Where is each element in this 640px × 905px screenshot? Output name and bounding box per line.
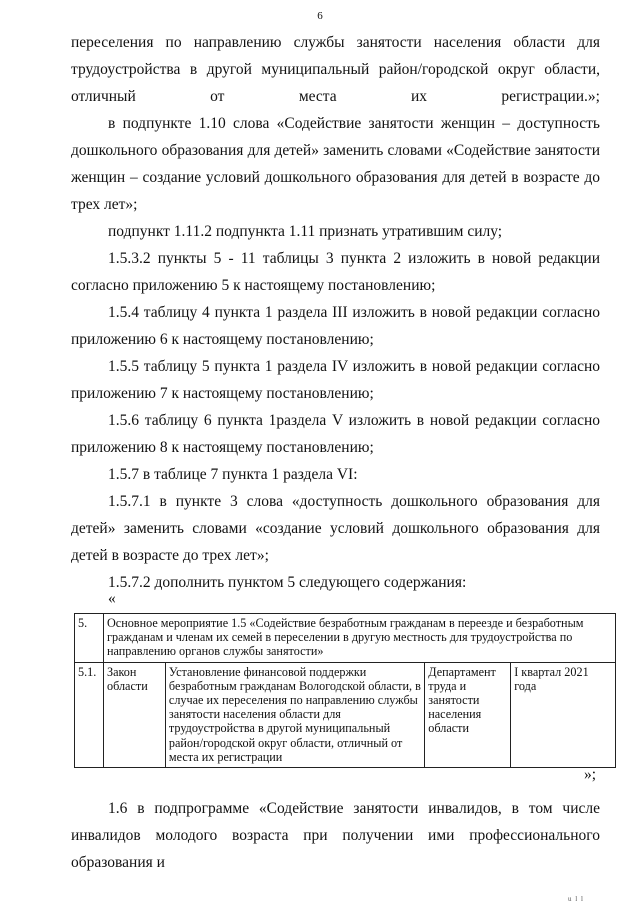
- table-row: [75, 614, 616, 663]
- paragraph-1-5-5: 1.5.5 таблицу 5 пункта 1 раздела IV изложить в новой редакции согласно приложению 7 к настоящему постановлению;: [71, 358, 600, 402]
- main-activity-cell: Основное мероприятие 1.5 «Содействие безработным гражданам в переезде и безработным гражданам и членам их семей в переселении в другую местность для трудоустройства по направлению органов службы занятости»: [103, 614, 615, 663]
- footer-mark: u l l: [568, 895, 584, 903]
- quote-close-mark: »;: [584, 766, 597, 783]
- law-cell: Закон области: [103, 662, 165, 767]
- paragraph-1-5-3-2: 1.5.3.2 пункты 5 - 11 таблицы 3 пункта 2 изложить в новой редакции согласно приложению 5 к настоящему постановлению;: [71, 250, 600, 294]
- document-body-continued: [71, 795, 600, 876]
- paragraph-1-5-7-2: 1.5.7.2 дополнить пунктом 5 следующего содержания:: [108, 574, 467, 591]
- paragraph-1-6: 1.6 в подпрограмме «Содействие занятости инвалидов, в том числе инвалидов молодого возраста при получении ими профессионального образования и: [71, 800, 600, 871]
- paragraph-1-5-4: 1.5.4 таблицу 4 пункта 1 раздела III изложить в новой редакции согласно приложению 6 к настоящему постановлению;: [71, 304, 600, 348]
- paragraph-continuation: переселения по направлению службы занятости населения области для трудоустройства в другой муниципальный район/городской округ области, отличный от места их регистрации.»;: [71, 34, 600, 105]
- document-body: [71, 29, 600, 596]
- period-cell: I квартал 2021 года: [511, 662, 616, 767]
- inserted-table: [74, 613, 616, 768]
- paragraph-1-5-7-1: 1.5.7.1 в пункте 3 слова «доступность дошкольного образования для детей» заменить словами «создание условий дошкольного образования для детей в возрасте до трех лет»;: [71, 493, 600, 564]
- row-number: 5.: [75, 614, 104, 663]
- paragraph-1-5-7: 1.5.7 в таблице 7 пункта 1 раздела VI:: [108, 466, 358, 483]
- paragraph-1-11-2: подпункт 1.11.2 подпункта 1.11 признать утратившим силу;: [108, 223, 503, 240]
- page-number: 6: [317, 10, 323, 22]
- description-cell: Установление финансовой поддержки безработным гражданам Вологодской области, в случае их переселения по направлению службы занятости населения области для трудоустройства в другой муниципальный район/городской округ области, отличный от места их регистрации: [165, 662, 424, 767]
- department-cell: Департамент труда и занятости населения области: [425, 662, 511, 767]
- table-row: [75, 662, 616, 767]
- paragraph-1-5-6: 1.5.6 таблицу 6 пункта 1раздела V изложить в новой редакции согласно приложению 8 к настоящему постановлению;: [71, 412, 600, 456]
- quote-open-mark: «: [108, 590, 116, 607]
- row-number: 5.1.: [75, 662, 104, 767]
- paragraph-1-10: в подпункте 1.10 слова «Содействие занятости женщин – доступность дошкольного образования для детей» заменить словами «Содействие занятости женщин – создание условий дошкольного образования для детей в возрасте до трех лет»;: [71, 115, 600, 213]
